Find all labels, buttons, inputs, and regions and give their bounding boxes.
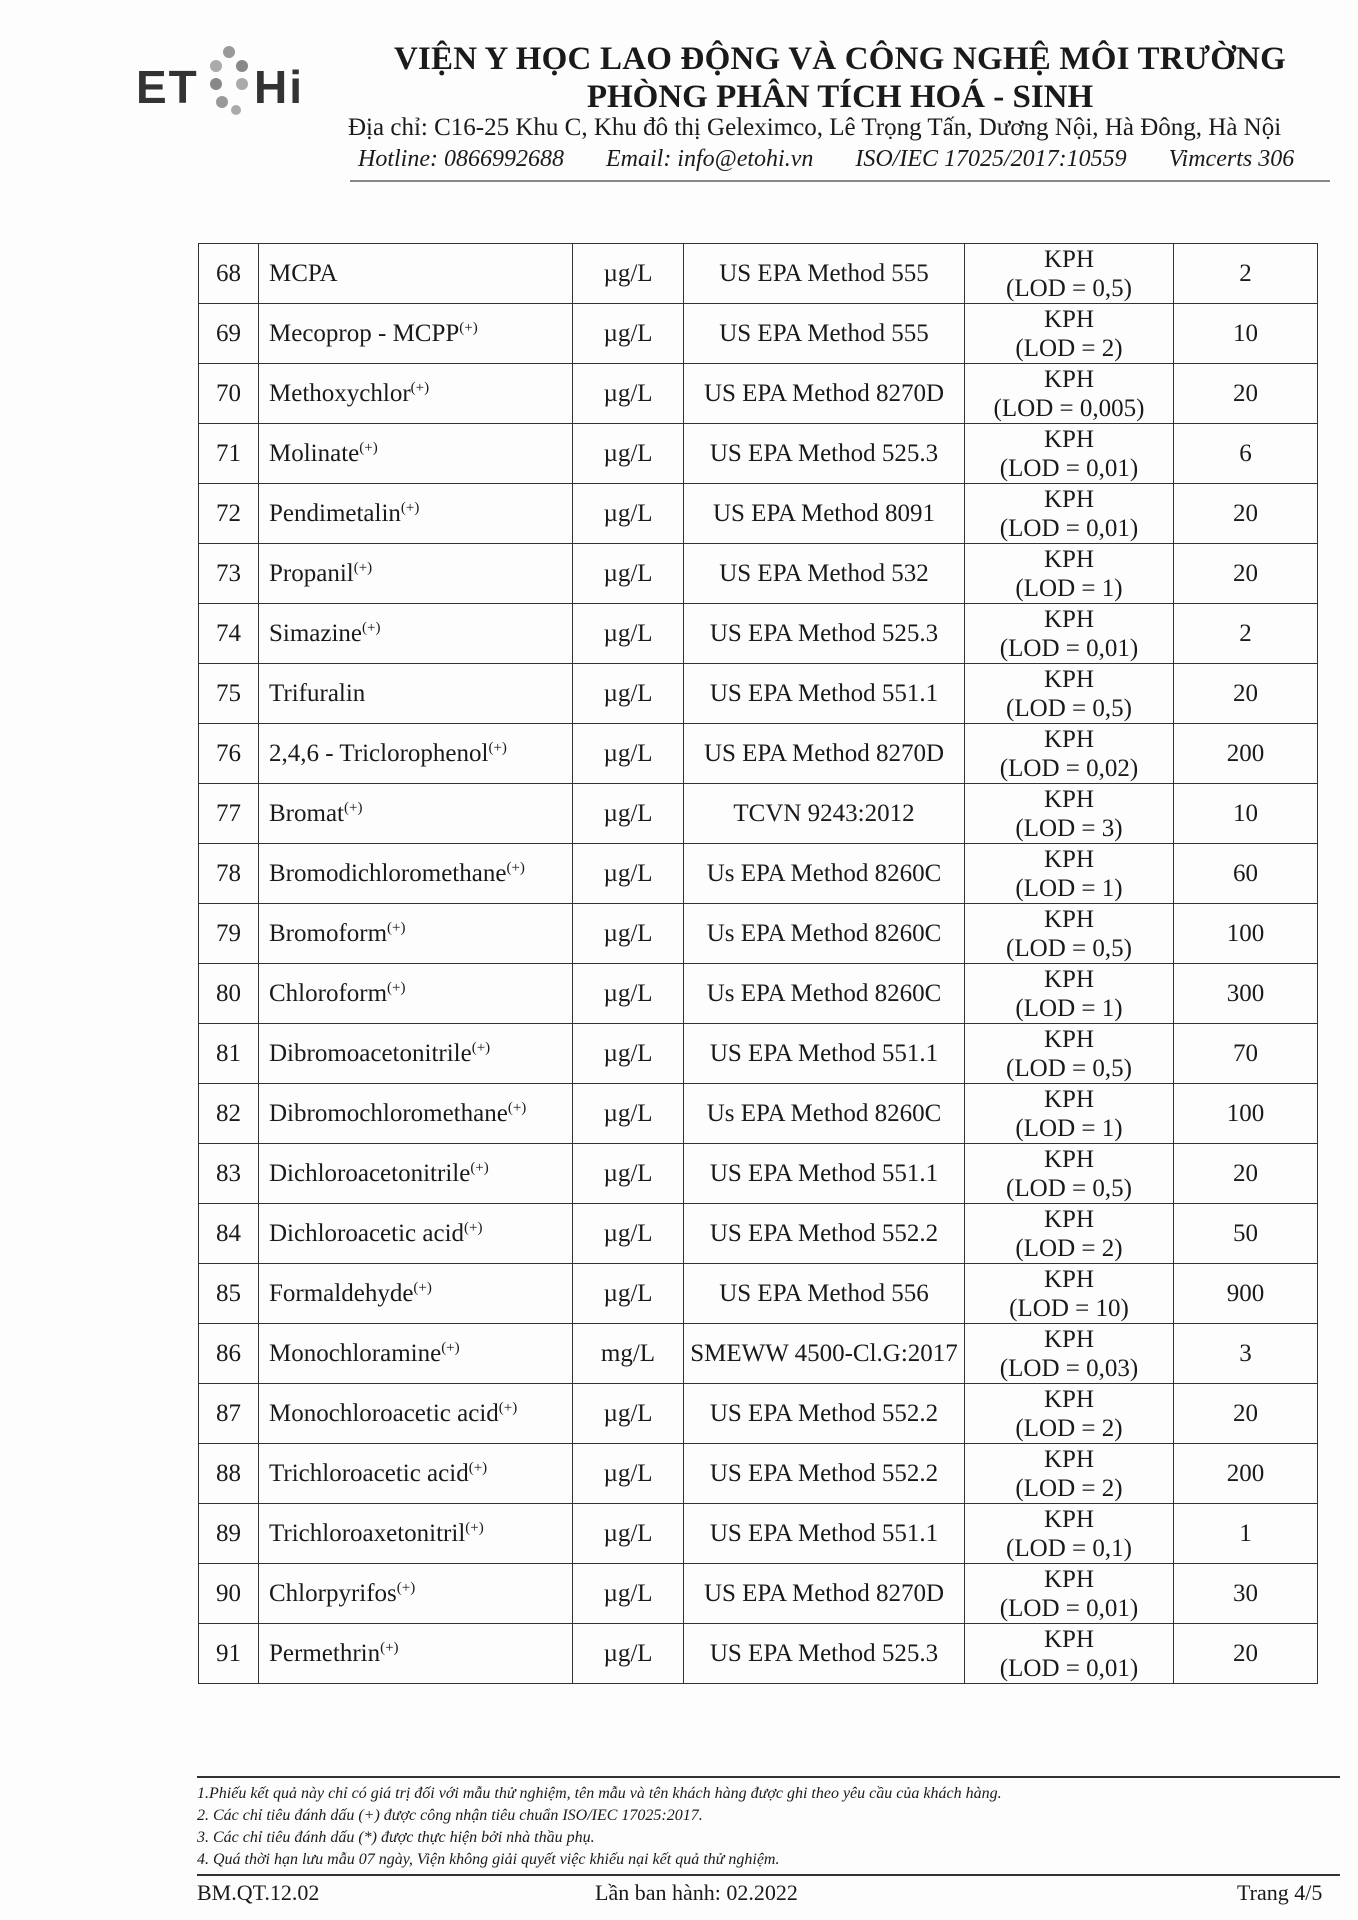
table-row — [199, 604, 1318, 664]
unit: µg/L — [573, 484, 684, 544]
result — [965, 424, 1174, 484]
row-number: 86 — [199, 1324, 259, 1384]
result-value: KPH — [1043, 965, 1094, 993]
parameter-label: Propanil — [269, 559, 354, 587]
lod-value: (LOD = 2) — [1015, 1414, 1123, 1442]
unit: µg/L — [573, 1024, 684, 1084]
row-number: 69 — [199, 304, 259, 364]
parameter-name — [259, 784, 573, 844]
result — [965, 1564, 1174, 1624]
parameter-label: Dichloroacetonitrile — [269, 1159, 471, 1187]
parameter-label: Pendimetalin — [269, 499, 401, 527]
table-row — [199, 1504, 1318, 1564]
note-2: 2. Các chỉ tiêu đánh dấu (+) được công nhận tiêu chuẩn ISO/IEC 17025:2017. — [197, 1807, 703, 1824]
parameter-name — [259, 1384, 573, 1444]
result — [965, 1204, 1174, 1264]
limit-value: 10 — [1174, 304, 1318, 364]
accreditation-mark: (+) — [413, 1279, 432, 1296]
row-number: 90 — [199, 1564, 259, 1624]
table-row — [199, 784, 1318, 844]
lod-value: (LOD = 1) — [1015, 874, 1123, 902]
result — [965, 844, 1174, 904]
parameter-name — [259, 484, 573, 544]
lod-value: (LOD = 0,1) — [1006, 1534, 1132, 1562]
notes — [197, 1783, 1002, 1871]
unit: µg/L — [573, 1444, 684, 1504]
result — [965, 244, 1174, 304]
lod-value: (LOD = 0,01) — [999, 1594, 1139, 1622]
result-value: KPH — [1043, 665, 1094, 693]
accreditation-mark: (+) — [344, 799, 363, 816]
result — [965, 1624, 1174, 1684]
results-table — [198, 243, 1318, 1684]
result — [965, 544, 1174, 604]
parameter-label: Dichloroacetic acid — [269, 1219, 465, 1247]
result — [965, 364, 1174, 424]
parameter-name — [259, 364, 573, 424]
result-value: KPH — [1043, 365, 1094, 393]
table-row — [199, 1204, 1318, 1264]
etohi-logo — [136, 42, 316, 122]
test-method: US EPA Method 551.1 — [684, 1144, 965, 1204]
test-method: TCVN 9243:2012 — [684, 784, 965, 844]
note-1: 1.Phiếu kết quả này chỉ có giá trị đối với mẫu thử nghiệm, tên mẫu và tên khách hàng được ghi theo yêu cầu của khách hàng. — [197, 1785, 1002, 1802]
email: Email: info@etohi.vn — [605, 146, 814, 172]
result — [965, 304, 1174, 364]
unit: µg/L — [573, 964, 684, 1024]
parameter-name — [259, 1444, 573, 1504]
row-number: 87 — [199, 1384, 259, 1444]
result — [965, 964, 1174, 1024]
test-method: US EPA Method 532 — [684, 544, 965, 604]
limit-value: 6 — [1174, 424, 1318, 484]
unit: µg/L — [573, 604, 684, 664]
unit: µg/L — [573, 724, 684, 784]
result-value: KPH — [1043, 485, 1094, 513]
result-value: KPH — [1043, 1505, 1094, 1533]
limit-value: 20 — [1174, 664, 1318, 724]
test-method: US EPA Method 525.3 — [684, 604, 965, 664]
unit: µg/L — [573, 304, 684, 364]
result — [965, 604, 1174, 664]
result-value: KPH — [1043, 1025, 1094, 1053]
notes-divider — [197, 1776, 1340, 1778]
parameter-label: MCPA — [269, 259, 338, 287]
accreditation-mark: (+) — [459, 319, 478, 336]
parameter-label: Trichloroaxetonitril — [269, 1519, 466, 1547]
parameter-label: Bromoform — [269, 919, 388, 947]
row-number: 84 — [199, 1204, 259, 1264]
limit-value: 60 — [1174, 844, 1318, 904]
result-value: KPH — [1043, 905, 1094, 933]
result — [965, 724, 1174, 784]
parameter-name — [259, 664, 573, 724]
result-value: KPH — [1043, 1565, 1094, 1593]
accreditation-mark: (+) — [353, 559, 373, 576]
parameter-label: Monochloroacetic acid — [269, 1399, 499, 1427]
row-number: 80 — [199, 964, 259, 1024]
parameter-label: Dibromochloromethane — [269, 1099, 508, 1127]
table-row — [199, 1084, 1318, 1144]
form-code: BM.QT.12.02 — [197, 1880, 320, 1905]
test-method: US EPA Method 551.1 — [684, 1024, 965, 1084]
unit: µg/L — [573, 424, 684, 484]
row-number: 81 — [199, 1024, 259, 1084]
parameter-label: Formaldehyde — [269, 1279, 414, 1307]
table-row — [199, 1624, 1318, 1684]
result — [965, 1264, 1174, 1324]
test-method: US EPA Method 8270D — [684, 1564, 965, 1624]
lod-value: (LOD = 0,01) — [999, 1654, 1139, 1682]
footer-divider — [197, 1874, 1340, 1876]
limit-value: 20 — [1174, 1384, 1318, 1444]
hotline: Hotline: 0866992688 — [358, 146, 564, 172]
note-4: 4. Quá thời hạn lưu mẫu 07 ngày, Viện không giải quyết việc khiếu nại kết quả thử nghiệm. — [197, 1851, 780, 1868]
lod-value: (LOD = 1) — [1015, 1114, 1123, 1142]
unit: µg/L — [573, 1624, 684, 1684]
table-row — [199, 664, 1318, 724]
accreditation-mark: (+) — [468, 1459, 488, 1476]
row-number: 83 — [199, 1144, 259, 1204]
result-value: KPH — [1043, 605, 1094, 633]
result — [965, 1084, 1174, 1144]
test-method: Us EPA Method 8260C — [684, 964, 965, 1024]
test-method: US EPA Method 525.3 — [684, 1624, 965, 1684]
lod-value: (LOD = 0,02) — [999, 754, 1139, 782]
test-method: Us EPA Method 8260C — [684, 844, 965, 904]
row-number: 75 — [199, 664, 259, 724]
row-number: 73 — [199, 544, 259, 604]
accreditation-mark: (+) — [410, 379, 430, 396]
parameter-name — [259, 1324, 573, 1384]
result-value: KPH — [1043, 1625, 1094, 1653]
unit: µg/L — [573, 784, 684, 844]
header-divider — [350, 180, 1330, 182]
parameter-label: Methoxychlor — [269, 379, 411, 407]
test-method: SMEWW 4500-Cl.G:2017 — [684, 1324, 965, 1384]
lod-value: (LOD = 2) — [1015, 1474, 1123, 1502]
logo-text-left: ET — [136, 61, 199, 113]
parameter-name — [259, 1624, 573, 1684]
test-method: US EPA Method 556 — [684, 1264, 965, 1324]
table-row — [199, 304, 1318, 364]
accreditation-mark: (+) — [471, 1039, 491, 1056]
lod-value: (LOD = 10) — [1009, 1294, 1129, 1322]
unit: µg/L — [573, 1504, 684, 1564]
parameter-label: 2,4,6 - Triclorophenol — [269, 739, 489, 767]
result-value: KPH — [1043, 1265, 1094, 1293]
unit: µg/L — [573, 244, 684, 304]
result — [965, 1024, 1174, 1084]
result-value: KPH — [1043, 1145, 1094, 1173]
result-value: KPH — [1043, 545, 1094, 573]
result-value: KPH — [1043, 425, 1094, 453]
limit-value: 200 — [1174, 724, 1318, 784]
lod-value: (LOD = 0,01) — [999, 634, 1139, 662]
lod-value: (LOD = 0,5) — [1006, 274, 1132, 302]
row-number: 72 — [199, 484, 259, 544]
lod-value: (LOD = 0,5) — [1006, 1054, 1132, 1082]
limit-value: 20 — [1174, 544, 1318, 604]
lod-value: (LOD = 3) — [1015, 814, 1123, 842]
result — [965, 1504, 1174, 1564]
row-number: 85 — [199, 1264, 259, 1324]
limit-value: 20 — [1174, 1144, 1318, 1204]
department-name: PHÒNG PHÂN TÍCH HOÁ - SINH — [586, 79, 1094, 115]
result — [965, 1324, 1174, 1384]
page-number: Trang 4/5 — [1237, 1880, 1323, 1905]
unit: µg/L — [573, 1144, 684, 1204]
unit: µg/L — [573, 1564, 684, 1624]
accreditation-mark: (+) — [464, 1219, 483, 1236]
parameter-label: Dibromoacetonitrile — [269, 1039, 472, 1067]
accreditation-mark: (+) — [387, 979, 406, 996]
accreditation-mark: (+) — [396, 1579, 416, 1596]
result-value: KPH — [1043, 1085, 1094, 1113]
unit: mg/L — [573, 1324, 684, 1384]
accreditation-mark: (+) — [359, 439, 378, 456]
table-row — [199, 1564, 1318, 1624]
table-row — [199, 1024, 1318, 1084]
parameter-name — [259, 844, 573, 904]
parameter-label: Molinate — [269, 439, 360, 467]
table-row — [199, 1384, 1318, 1444]
parameter-name — [259, 244, 573, 304]
result — [965, 1444, 1174, 1504]
parameter-name — [259, 1504, 573, 1564]
unit: µg/L — [573, 364, 684, 424]
limit-value: 100 — [1174, 1084, 1318, 1144]
lod-value: (LOD = 0,5) — [1006, 934, 1132, 962]
limit-value: 20 — [1174, 484, 1318, 544]
test-method: US EPA Method 551.1 — [684, 1504, 965, 1564]
row-number: 78 — [199, 844, 259, 904]
limit-value: 20 — [1174, 364, 1318, 424]
unit: µg/L — [573, 844, 684, 904]
lod-value: (LOD = 2) — [1015, 1234, 1123, 1262]
result-value: KPH — [1043, 1205, 1094, 1233]
result-value: KPH — [1043, 785, 1094, 813]
parameter-name — [259, 1264, 573, 1324]
iso-cert: ISO/IEC 17025/2017:10559 — [855, 146, 1127, 172]
test-method: US EPA Method 8270D — [684, 364, 965, 424]
parameter-label: Permethrin — [269, 1639, 381, 1667]
parameter-label: Chlorpyrifos — [269, 1579, 397, 1607]
lod-value: (LOD = 1) — [1015, 574, 1123, 602]
limit-value: 300 — [1174, 964, 1318, 1024]
result — [965, 1384, 1174, 1444]
table-row — [199, 844, 1318, 904]
result-value: KPH — [1043, 845, 1094, 873]
limit-value: 70 — [1174, 1024, 1318, 1084]
limit-value: 100 — [1174, 904, 1318, 964]
table-row — [199, 244, 1318, 304]
parameter-label: Bromat — [269, 799, 344, 827]
table-row — [199, 1144, 1318, 1204]
letterhead — [340, 40, 1340, 116]
logo-flower-icon — [206, 44, 252, 118]
parameter-name — [259, 604, 573, 664]
accreditation-mark: (+) — [498, 1399, 518, 1416]
accreditation-mark: (+) — [380, 1639, 399, 1656]
limit-value: 900 — [1174, 1264, 1318, 1324]
lod-value: (LOD = 0,5) — [1006, 694, 1132, 722]
limit-value: 2 — [1174, 244, 1318, 304]
issue-info: Lần ban hành: 02.2022 — [595, 1880, 798, 1905]
parameter-name — [259, 1144, 573, 1204]
test-method: Us EPA Method 8260C — [684, 1084, 965, 1144]
parameter-label: Bromodichloromethane — [269, 859, 507, 887]
accreditation-mark: (+) — [387, 919, 406, 936]
table-row — [199, 364, 1318, 424]
contact-line — [358, 146, 1294, 173]
test-method: US EPA Method 555 — [684, 244, 965, 304]
address: Địa chỉ: C16-25 Khu C, Khu đô thị Geleximco, Lê Trọng Tấn, Dương Nội, Hà Đông, Hà Nội — [348, 114, 1282, 141]
result-value: KPH — [1043, 245, 1094, 273]
accreditation-mark: (+) — [400, 499, 420, 516]
table-row — [199, 424, 1318, 484]
lod-value: (LOD = 0,005) — [993, 394, 1145, 422]
parameter-label: Simazine — [269, 619, 363, 647]
parameter-name — [259, 424, 573, 484]
test-method: US EPA Method 8270D — [684, 724, 965, 784]
result — [965, 904, 1174, 964]
unit: µg/L — [573, 904, 684, 964]
row-number: 91 — [199, 1624, 259, 1684]
test-method: US EPA Method 552.2 — [684, 1444, 965, 1504]
parameter-label: Chloroform — [269, 979, 388, 1007]
result-value: KPH — [1043, 305, 1094, 333]
row-number: 79 — [199, 904, 259, 964]
table-row — [199, 964, 1318, 1024]
test-method: US EPA Method 555 — [684, 304, 965, 364]
table-row — [199, 1444, 1318, 1504]
table-row — [199, 484, 1318, 544]
parameter-name — [259, 1084, 573, 1144]
unit: µg/L — [573, 1204, 684, 1264]
row-number: 68 — [199, 244, 259, 304]
test-method: US EPA Method 552.2 — [684, 1204, 965, 1264]
accreditation-mark: (+) — [465, 1519, 484, 1536]
accreditation-mark: (+) — [470, 1159, 489, 1176]
parameter-name — [259, 304, 573, 364]
table-row — [199, 1264, 1318, 1324]
accreditation-mark: (+) — [441, 1339, 460, 1356]
result — [965, 484, 1174, 544]
parameter-name — [259, 1024, 573, 1084]
test-method: Us EPA Method 8260C — [684, 904, 965, 964]
result-value: KPH — [1043, 1325, 1094, 1353]
result-value: KPH — [1043, 725, 1094, 753]
parameter-name — [259, 1564, 573, 1624]
parameter-name — [259, 544, 573, 604]
test-method: US EPA Method 552.2 — [684, 1384, 965, 1444]
limit-value: 200 — [1174, 1444, 1318, 1504]
limit-value: 1 — [1174, 1504, 1318, 1564]
accreditation-mark: (+) — [506, 859, 525, 876]
limit-value: 3 — [1174, 1324, 1318, 1384]
note-3: 3. Các chỉ tiêu đánh dấu (*) được thực hiện bởi nhà thầu phụ. — [197, 1829, 595, 1846]
unit: µg/L — [573, 1384, 684, 1444]
parameter-label: Trifuralin — [269, 679, 366, 707]
limit-value: 10 — [1174, 784, 1318, 844]
parameter-name — [259, 964, 573, 1024]
parameter-name — [259, 1204, 573, 1264]
limit-value: 50 — [1174, 1204, 1318, 1264]
row-number: 88 — [199, 1444, 259, 1504]
test-method: US EPA Method 8091 — [684, 484, 965, 544]
test-method: US EPA Method 525.3 — [684, 424, 965, 484]
table-row — [199, 544, 1318, 604]
accreditation-mark: (+) — [362, 619, 381, 636]
test-method: US EPA Method 551.1 — [684, 664, 965, 724]
parameter-label: Trichloroacetic acid — [269, 1459, 469, 1487]
row-number: 76 — [199, 724, 259, 784]
unit: µg/L — [573, 664, 684, 724]
limit-value: 30 — [1174, 1564, 1318, 1624]
lod-value: (LOD = 0,01) — [999, 454, 1139, 482]
lod-value: (LOD = 0,03) — [999, 1354, 1139, 1382]
row-number: 89 — [199, 1504, 259, 1564]
parameter-name — [259, 724, 573, 784]
lod-value: (LOD = 1) — [1015, 994, 1123, 1022]
limit-value: 20 — [1174, 1624, 1318, 1684]
table-row — [199, 724, 1318, 784]
unit: µg/L — [573, 544, 684, 604]
logo-text-right: Hi — [254, 61, 304, 113]
row-number: 74 — [199, 604, 259, 664]
institute-name: VIỆN Y HỌC LAO ĐỘNG VÀ CÔNG NGHỆ MÔI TRƯỜNG — [393, 41, 1286, 77]
unit: µg/L — [573, 1084, 684, 1144]
result-value: KPH — [1043, 1385, 1094, 1413]
lod-value: (LOD = 2) — [1015, 334, 1123, 362]
table-row — [199, 1324, 1318, 1384]
parameter-label: Monochloramine — [269, 1339, 442, 1367]
row-number: 77 — [199, 784, 259, 844]
result-value: KPH — [1043, 1445, 1094, 1473]
row-number: 71 — [199, 424, 259, 484]
result — [965, 1144, 1174, 1204]
accreditation-mark: (+) — [507, 1099, 527, 1116]
limit-value: 2 — [1174, 604, 1318, 664]
table-row — [199, 904, 1318, 964]
row-number: 70 — [199, 364, 259, 424]
result — [965, 664, 1174, 724]
parameter-name — [259, 904, 573, 964]
accreditation-mark: (+) — [488, 739, 507, 756]
lod-value: (LOD = 0,01) — [999, 514, 1139, 542]
lod-value: (LOD = 0,5) — [1006, 1174, 1132, 1202]
vimcerts: Vimcerts 306 — [1168, 146, 1295, 172]
result — [965, 784, 1174, 844]
row-number: 82 — [199, 1084, 259, 1144]
unit: µg/L — [573, 1264, 684, 1324]
parameter-label: Mecoprop - MCPP — [269, 319, 460, 347]
